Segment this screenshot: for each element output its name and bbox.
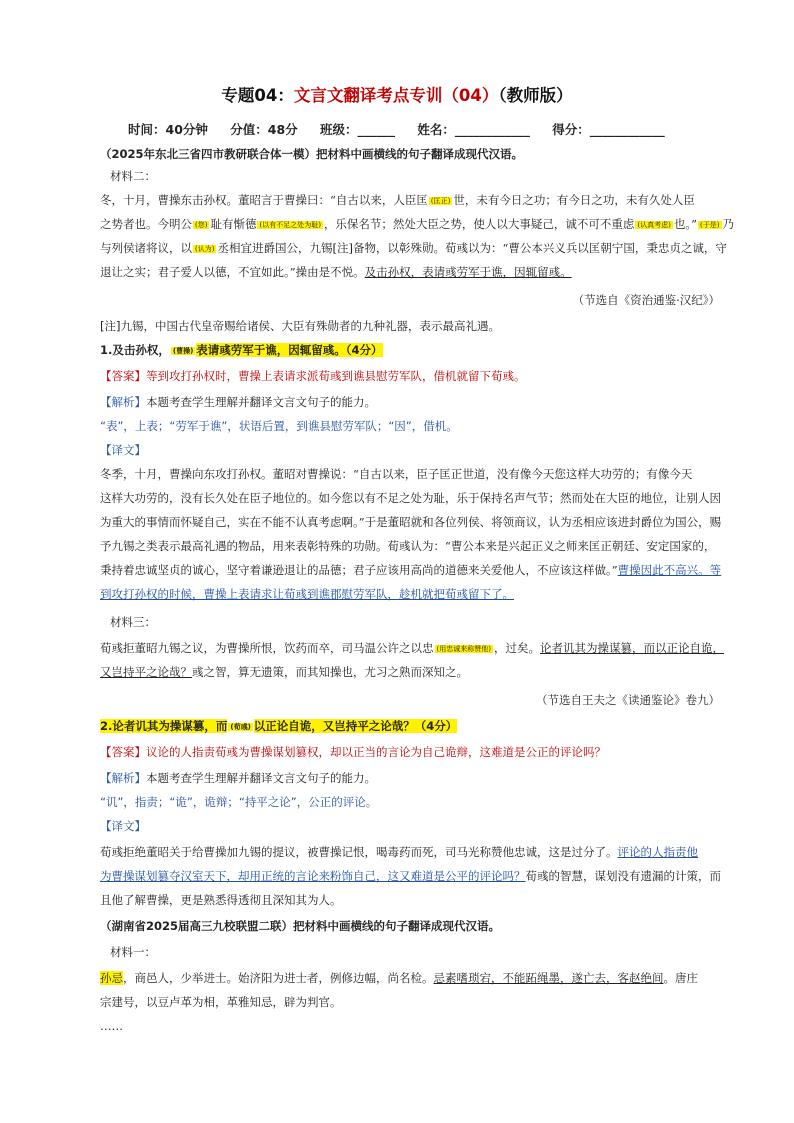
translation-highlight: 评论的人指责他 [617, 845, 698, 859]
passage-text: ，乐保名节；然处大臣之势，使人以大事疑己，诚不可不重虑 [323, 217, 635, 231]
passage-text: 。唐庄 [663, 971, 698, 985]
question-text: 2.论者讥其为操谋篡，而 [100, 719, 228, 733]
passage-text: 荀彧拒董昭九锡之议，为曹操所恨，饮药而卒，司马温公许之以忠 [100, 641, 434, 655]
translation-text: 荀彧拒绝董昭关于给曹操加九锡的提议，被曹操记恨，喝毒药而死，司马光称赞他忠诚，这是过分了。 [100, 845, 618, 859]
passage-text: 乃 [722, 217, 735, 231]
passage-text: 退让之实；君子爱人以德，不宜如此。”操由是不悦。 [100, 265, 365, 279]
passage-line [100, 216, 735, 233]
translation-line [100, 844, 720, 860]
gloss-tag: (认真考虑) [637, 221, 671, 229]
class-field: 班级：______ [320, 122, 396, 137]
gloss-tag: (您) [195, 221, 208, 229]
answer-2 [100, 744, 720, 760]
translation-line: 为重大的事情而怀疑自己，实在不能不认真考虑啊。”于是董昭就和各位列侯、将领商议，认为丞相应该进封爵位为国公，赐 [100, 515, 722, 529]
passage-text: ，商邑人，少举进士。始济阳为进士者，例修边幅，尚名检。 [123, 971, 434, 985]
question-1 [100, 342, 720, 359]
question-source: （2025年东北三省四市教研联合体一模）把材料中画横线的句子翻译成现代汉语。 [100, 147, 524, 161]
translation-line [100, 562, 720, 578]
material-label: 材料三： [110, 615, 156, 629]
translation-line: 予九锡之类表示最高礼遇的物品，用来表彰特殊的功勋。荀彧认为：“曹公本来是兴起正义之师来匡正朝廷、安定国家的， [100, 539, 716, 553]
answer-text: 议论的人指责荀彧为曹操谋划篡权，却以正当的言论为自己诡辩，这难道是公正的评论吗？ [146, 745, 606, 759]
passage-text: 丞相宜进爵国公，九锡[注]备物，以彰殊勋。荀彧以为：“曹公本兴义兵以匡朝宁国，秉忠贞之诚，守 [217, 241, 727, 255]
passage-text: ，过矣。 [493, 641, 540, 655]
passage-line [100, 192, 720, 209]
underlined-sentence: 又岂持平之论哉？ [100, 665, 192, 679]
source-note: （节选自王夫之《读通鉴论》卷九） [536, 693, 720, 707]
passage-text: 冬，十月，曹操东击孙权。董昭言于曹操曰：“自古以来，人臣匡 [100, 193, 428, 207]
highlighted-name: 孙忌 [100, 971, 123, 985]
question-text: 1.及击孙权， [100, 343, 170, 357]
score-info: 分值：48分 [230, 122, 298, 137]
result-field: 得分：____________ [552, 122, 665, 137]
underlined-sentence: 论者讥其为操谋篡，而以正论自诡， [539, 641, 724, 655]
passage-text: 与列侯诸将议，以 [100, 241, 192, 255]
question-2 [100, 718, 720, 735]
translation-label: 【译文】 [100, 443, 146, 457]
underlined-sentence: 忌素嗜琐宕，不能跖绳墨，遂亡去，客赵绝间 [433, 971, 664, 985]
ellipsis: …… [100, 1019, 123, 1033]
translation-line: 到攻打孙权的时候，曹操上表请求让荀彧到谯郡慰劳军队，趁机就把荀彧留下了。 [100, 587, 514, 601]
analysis-label: 【解析】 [100, 395, 146, 409]
question-source: （湖南省2025届高三九校联盟二联）把材料中画横线的句子翻译成现代汉语。 [100, 919, 501, 933]
answer-text: 等到攻打孙权时，曹操上表请求派荀彧到谯县慰劳军队，借机就留下荀彧。 [146, 369, 526, 383]
title-suffix: （教师版） [498, 86, 573, 105]
analysis-detail: “讥”，指责；“诡”，诡辩；“持平之论”，公正的评论。 [100, 795, 378, 809]
material-label: 材料二： [110, 169, 156, 183]
passage-text: 之势者也。今明公 [100, 217, 192, 231]
translation-text: 秉持着忠诚坚贞的诚心，坚守着谦逊退让的品德；君子应该用高尚的道德来关爱他人，不应该这样做。” [100, 563, 618, 577]
gloss-tag: (荀彧) [230, 723, 251, 731]
title-main: 文言文翻译考点专训（04） [293, 86, 499, 105]
gloss-tag: (以有不足之处为耻) [259, 221, 321, 229]
answer-1 [100, 368, 720, 384]
passage-line [100, 664, 720, 680]
passage-text: 彧之智，算无遗策，而其知操也，尤习之熟而深知之。 [192, 665, 468, 679]
passage-line [100, 264, 720, 280]
answer-label: 【答案】 [100, 369, 146, 383]
name-field: 姓名：____________ [417, 122, 530, 137]
analysis-text: 本题考查学生理解并翻译文言文句子的能力。 [146, 395, 376, 409]
analysis-label: 【解析】 [100, 771, 146, 785]
translation-label: 【译文】 [100, 819, 146, 833]
passage-text: 也。” [673, 217, 698, 231]
passage-line [100, 640, 724, 657]
gloss-tag: (匡正) [430, 197, 451, 205]
time-info: 时间：40分钟 [128, 122, 208, 137]
analysis-text: 本题考查学生理解并翻译文言文句子的能力。 [146, 771, 376, 785]
passage-line: 宗建号，以豆卢革为相，革雅知忌，辟为判官。 [100, 995, 342, 1009]
analysis-2 [100, 770, 720, 786]
translation-highlight: 曹操因此不高兴。等 [617, 563, 722, 577]
translation-highlight: 为曹操谋划篡夺汉室天下，却用正统的言论来粉饰自己，这又难道是公平的评论吗？ [100, 869, 526, 883]
translation-line: 冬季，十月，曹操向东攻打孙权。董昭对曹操说：“自古以来，臣子匡正世道，没有像今天您这样大功劳的；有像今天 [100, 467, 693, 481]
passage-line [100, 240, 727, 257]
source-note: （节选自《资治通鉴·汉纪》） [572, 293, 720, 307]
material-label: 材料一： [110, 945, 156, 959]
footnote: [注]九锡，中国古代皇帝赐给诸侯、大臣有殊勋者的九种礼器，表示最高礼遇。 [100, 319, 500, 333]
analysis-detail: “表”，上表；“劳军于谯”，状语后置，到谯县慰劳军队；“因”，借机。 [100, 419, 458, 433]
gloss-tag: (曹操) [172, 347, 194, 355]
translation-line: 且他了解曹操，更是熟悉得透彻且深知其为人。 [100, 893, 342, 907]
translation-text: 荀彧的智慧，谋划没有遗漏的计策，而 [525, 869, 721, 883]
translation-line: 这样大功劳的，没有长久处在臣子地位的。如今您以有不足之处为耻，乐于保持名声气节；然而处在大臣的地位，让别人因 [100, 491, 721, 505]
question-text: 以正论自诡，又岂持平之论哉？（4分） [253, 719, 458, 733]
exam-info-row [128, 120, 683, 138]
question-text: 表请彧劳军于谯，因辄留彧。（4分） [196, 343, 383, 357]
page-title [0, 82, 794, 106]
gloss-tag: (认为) [195, 245, 215, 253]
passage-line [100, 970, 720, 986]
analysis-1 [100, 394, 720, 410]
answer-label: 【答案】 [100, 745, 146, 759]
underlined-sentence: 及击孙权，表请彧劳军于谯，因辄留彧。 [364, 265, 572, 279]
title-prefix: 专题04： [221, 86, 294, 105]
gloss-tag: (于是) [700, 221, 720, 229]
passage-text: 世，未有今日之功；有今日之功，未有久处人臣 [453, 193, 695, 207]
gloss-tag: (用忠诚来称赞他) [436, 645, 491, 653]
passage-text: 耻有惭德 [210, 217, 257, 231]
translation-line [100, 868, 720, 884]
